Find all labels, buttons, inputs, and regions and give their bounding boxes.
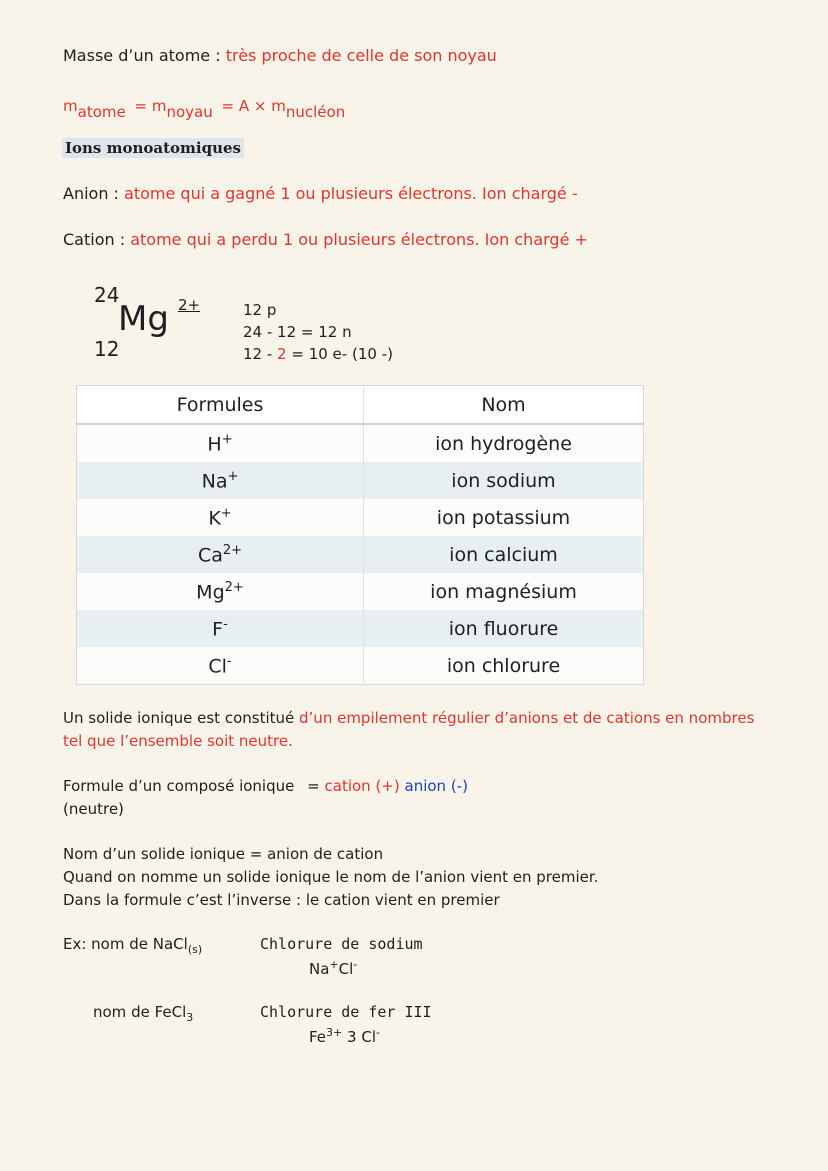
mass-text: très proche de celle de son noyau <box>225 46 497 65</box>
naming-rules <box>63 843 598 912</box>
nuclide-atomic-number: 12 <box>94 337 120 361</box>
ion-name: ion fluorure <box>364 610 644 647</box>
formula-sub-noyau: noyau <box>166 103 213 121</box>
ion-charge: + <box>227 468 239 484</box>
solid-red1: d’un empilement régulier d’anions et de cations en nombres <box>294 709 755 727</box>
ion-charge: - <box>223 616 228 632</box>
compound-label: Formule d’un composé ionique <box>63 777 295 795</box>
compound-eq: = <box>307 777 320 795</box>
table-row <box>77 462 644 499</box>
anion-line <box>63 184 578 203</box>
naming-line2: Quand on nomme un solide ionique le nom de l’anion vient en premier. <box>63 868 599 886</box>
example2-text: nom de FeCl <box>93 1003 187 1021</box>
example1-f1: Na <box>309 960 330 978</box>
table-row <box>77 573 644 610</box>
ion-charge: 2+ <box>222 542 243 558</box>
formula-eq: = <box>134 97 148 115</box>
ion-name: ion chlorure <box>364 647 644 685</box>
section-heading <box>62 138 244 157</box>
ion-name: ion hydrogène <box>364 424 644 462</box>
table-row <box>77 610 644 647</box>
formula-sub-atome: atome <box>77 103 126 121</box>
example2-formula <box>309 1026 380 1046</box>
example2-name: Chlorure de fer III <box>260 1003 432 1021</box>
compound-formula <box>63 775 468 821</box>
example1-sub: (s) <box>187 943 203 956</box>
mass-formula <box>63 97 346 121</box>
anion-label: Anion : <box>63 184 119 203</box>
example1-label <box>63 935 202 956</box>
header-formules: Formules <box>77 386 364 425</box>
example2-label <box>93 1003 193 1024</box>
example2-f1: Fe <box>309 1028 327 1046</box>
solid-black: Un solide ionique est constitué <box>63 709 295 727</box>
compound-anion: anion (-) <box>404 777 468 795</box>
ion-symbol: H <box>207 433 222 456</box>
ion-symbol: Cl <box>208 655 227 678</box>
nuclide-charge: 2+ <box>178 296 201 314</box>
formula-m1: m <box>63 97 78 115</box>
example1-name: Chlorure de sodium <box>260 935 423 953</box>
naming-line3: Dans la formule c’est l’inverse : le cation vient en premier <box>63 891 500 909</box>
nuclide-symbol: Mg <box>118 299 169 339</box>
naming-line1: Nom d’un solide ionique = anion de cation <box>63 845 384 863</box>
heading-text: Ions monoatomiques <box>62 138 244 158</box>
formula-cell <box>77 424 364 462</box>
formula-rest: = A × m <box>221 97 286 115</box>
table-row <box>77 499 644 536</box>
calc-e-b: = 10 e- (10 -) <box>286 345 393 363</box>
header-nom: Nom <box>364 386 644 425</box>
table-row <box>77 647 644 685</box>
example2-sub: 3 <box>186 1011 194 1024</box>
ion-symbol: K <box>208 507 221 530</box>
table-row <box>77 536 644 573</box>
compound-neutral: (neutre) <box>63 800 124 818</box>
ion-symbol: F <box>212 618 224 641</box>
mass-line <box>63 46 497 65</box>
formula-cell <box>77 647 364 685</box>
calc-electrons <box>243 343 393 365</box>
formula-m2: m <box>151 97 167 115</box>
cation-text: atome qui a perdu 1 ou plusieurs électrons. Ion chargé + <box>130 230 588 249</box>
solid-definition <box>63 707 754 753</box>
table-header-row <box>77 386 644 425</box>
calc-neutrons: 24 - 12 = 12 n <box>243 323 352 341</box>
calc-protons: 12 p <box>243 301 277 319</box>
ion-symbol: Ca <box>197 544 223 567</box>
example1-text: Ex: nom de NaCl <box>63 935 188 953</box>
formula-sub-nucleon: nucléon <box>285 103 346 121</box>
ion-symbol: Na <box>201 470 228 493</box>
ion-charge: - <box>226 653 232 669</box>
formula-cell <box>77 610 364 647</box>
calc-e-red: 2 <box>277 345 287 363</box>
anion-text: atome qui a gagné 1 ou plusieurs électrons. Ion chargé - <box>124 184 578 203</box>
example1-f2sup: - <box>353 958 358 971</box>
ion-symbol: Mg <box>196 581 225 604</box>
ion-charge: + <box>221 431 233 447</box>
example1-f1sup: + <box>329 958 339 971</box>
example2-f1sup: 3+ <box>326 1026 343 1039</box>
ion-name: ion potassium <box>364 499 644 536</box>
formula-cell <box>77 573 364 610</box>
table-row <box>77 424 644 462</box>
particle-count <box>243 299 393 365</box>
cation-label: Cation : <box>63 230 126 249</box>
ion-name: ion sodium <box>364 462 644 499</box>
cation-line <box>63 230 588 249</box>
example2-f2: 3 Cl <box>342 1028 376 1046</box>
ion-table <box>76 385 644 685</box>
ion-name: ion calcium <box>364 536 644 573</box>
ion-name: ion magnésium <box>364 573 644 610</box>
solid-red2: tel que l’ensemble soit neutre. <box>63 732 293 750</box>
example1-f2: Cl <box>338 960 354 978</box>
nuclide-mass-number: 24 <box>94 283 120 307</box>
nuclide-notation <box>90 283 210 363</box>
formula-cell <box>77 499 364 536</box>
example2-f2sup: - <box>376 1026 380 1039</box>
calc-e-a: 12 - <box>243 345 278 363</box>
mass-label: Masse d’un atome : <box>63 46 221 65</box>
formula-cell <box>77 462 364 499</box>
compound-cation: cation (+) <box>324 777 400 795</box>
ion-charge: + <box>220 505 232 521</box>
ion-charge: 2+ <box>224 579 244 595</box>
formula-cell <box>77 536 364 573</box>
example1-formula <box>309 958 357 978</box>
